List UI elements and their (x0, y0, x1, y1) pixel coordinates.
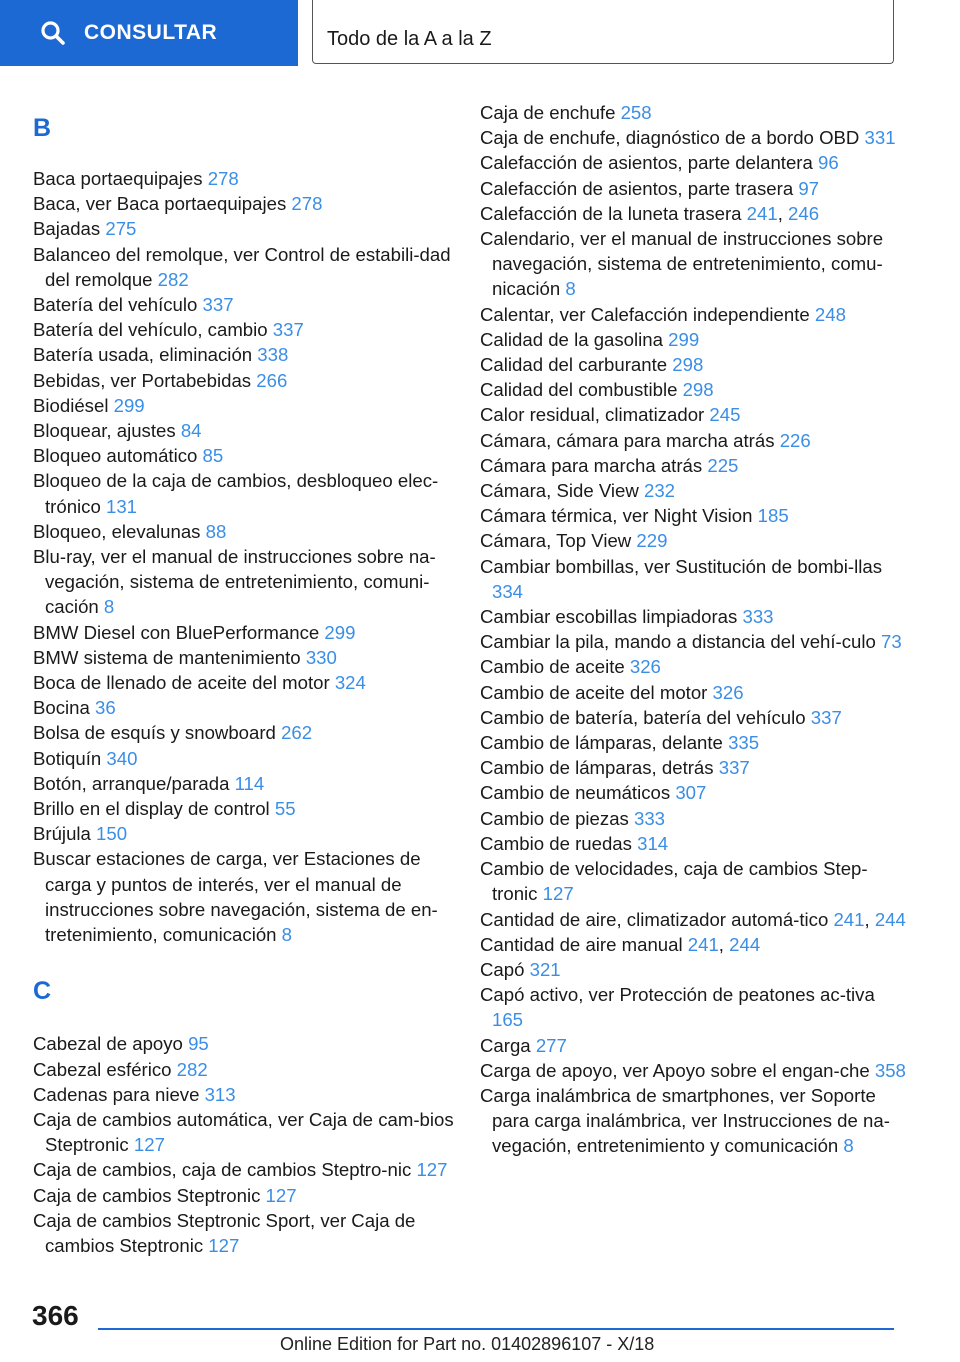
index-entry-text: Cambio de ruedas (480, 832, 638, 854)
page-reference-link[interactable]: 8 (281, 924, 293, 946)
page-reference-link[interactable]: 299 (113, 394, 145, 416)
index-entry (480, 478, 910, 503)
index-entry-text: Caja de enchufe, diagnóstico de a bordo OBD (480, 127, 865, 149)
page-reference-link[interactable]: 324 (334, 672, 366, 694)
page-reference-link[interactable]: 84 (180, 420, 202, 442)
index-entry-text: Baca, ver Baca portaequipajes (33, 193, 292, 215)
page-reference-link[interactable]: 282 (157, 268, 189, 290)
index-letter-heading: B (33, 114, 52, 142)
index-entry (33, 166, 463, 191)
index-entry (33, 418, 463, 443)
index-entry (33, 771, 463, 796)
index-letter-heading: C (33, 977, 52, 1006)
index-entry (480, 856, 910, 906)
page-reference-link[interactable]: 358 (874, 1059, 906, 1081)
page-reference-link[interactable]: 277 (535, 1034, 567, 1056)
index-entry (33, 1208, 463, 1258)
index-entry (480, 327, 910, 352)
index-entry-text: Bloquear, ajustes (33, 420, 181, 442)
index-entry (480, 705, 910, 730)
index-entry-text: Cambio de lámparas, delante (480, 732, 729, 754)
index-entry (480, 352, 910, 377)
index-entry (33, 519, 463, 544)
page-reference-link[interactable]: 314 (637, 832, 669, 854)
index-entry (33, 796, 463, 821)
page-number: 366 (32, 1300, 79, 1331)
index-entry (33, 292, 463, 317)
page-reference-link[interactable]: 299 (668, 328, 700, 350)
index-entry-text: Cambiar bombillas, ver Sustitución de bombi-llas (480, 555, 882, 577)
index-column-right (480, 100, 910, 1159)
index-entry (480, 377, 910, 402)
page-reference-link[interactable]: 88 (205, 520, 227, 542)
index-entry-text: Batería del vehículo (33, 294, 203, 316)
top-bar (0, 0, 960, 66)
index-entry-text: Calefacción de asientos, parte delantera (480, 152, 819, 174)
consult-button-label: CONSULTAR (84, 21, 218, 44)
index-entry-text: Carga inalámbrica de smartphones, ver Soporte para carga inalámbrica, ver Instrucciones de na-vegación, entretenimiento y comunicación (480, 1084, 890, 1157)
index-entry-text: Bolsa de esquís y snowboard (33, 722, 282, 744)
chapter-title: Todo de la A a la Z (327, 28, 492, 50)
index-entry-text: Bloqueo automático (33, 445, 203, 467)
page-reference-link[interactable]: 95 (188, 1033, 209, 1055)
page-reference-link[interactable]: 326 (629, 656, 661, 678)
index-entry-text: Blu-ray, ver el manual de instrucciones sobre na-vegación, sistema de entretenimiento, comuni-cación (33, 546, 436, 618)
index-entry (480, 730, 910, 755)
index-entry (33, 1031, 463, 1056)
page-reference-link[interactable]: 337 (272, 319, 304, 341)
index-entry (480, 150, 910, 175)
page-reference-link[interactable]: 298 (672, 354, 704, 376)
index-entry-text: Baca portaequipajes (33, 168, 208, 189)
page-reference-link[interactable]: 275 (105, 218, 137, 240)
page-reference-link[interactable]: 321 (529, 958, 561, 980)
page-reference-link[interactable]: 333 (634, 807, 666, 829)
index-entry (33, 468, 463, 518)
page-reference-link[interactable]: 114 (234, 772, 265, 794)
index-entry (480, 1058, 910, 1083)
page-reference-link[interactable]: 307 (675, 782, 707, 804)
page-reference-link[interactable]: 334 (492, 580, 524, 602)
index-entry (480, 302, 910, 327)
index-entry (480, 1083, 910, 1159)
index-entry (480, 528, 910, 553)
index-entry (33, 1057, 463, 1082)
index-entry (33, 720, 463, 745)
page-reference-link[interactable]: 55 (274, 798, 296, 820)
consult-button[interactable] (0, 0, 298, 66)
page-reference-link[interactable]: 96 (818, 152, 839, 174)
page-reference-link[interactable]: 229 (636, 530, 668, 552)
index-entry-text: Cabezal de apoyo (33, 1033, 189, 1055)
index-entry (33, 821, 463, 846)
page-reference-link[interactable]: 298 (682, 379, 714, 401)
index-entry-text: Caja de cambios, caja de cambios Steptro-nic (33, 1159, 417, 1181)
index-entry-text: Cantidad de aire manual (480, 933, 688, 955)
index-entry-text: Bocina (33, 697, 96, 719)
index-entry (33, 1107, 463, 1157)
index-entry (33, 443, 463, 468)
page-reference-link[interactable]: 266 (256, 369, 288, 391)
index-entry-text: Buscar estaciones de carga, ver Estaciones de carga y puntos de interés, ver el manual de instrucciones sobre navegación, sistema de en-tretenimiento, comunicación (33, 848, 438, 946)
page-reference-link[interactable]: 337 (718, 757, 750, 779)
index-entry (33, 620, 463, 645)
index-entry-text: Cambiar escobillas limpiadoras (480, 606, 743, 628)
page-reference-link[interactable]: 8 (103, 596, 115, 618)
page-reference-link[interactable]: 127 (133, 1134, 165, 1156)
index-entry-text: Botiquín (33, 747, 107, 769)
index-entry-text: Cambio de piezas (480, 807, 634, 829)
index-entry (480, 453, 910, 478)
page-reference-link[interactable]: 278 (207, 168, 239, 189)
index-entry (480, 554, 910, 604)
index-entry (33, 695, 463, 720)
page-reference-link[interactable]: 282 (176, 1058, 208, 1080)
page-reference-link[interactable]: 127 (542, 883, 574, 905)
page-reference-link[interactable]: 127 (265, 1184, 297, 1206)
index-entry (33, 368, 463, 393)
index-entry-text: Botón, arranque/parada (33, 772, 235, 794)
page-reference-link[interactable]: 97 (798, 177, 820, 199)
page-reference-link[interactable]: 338 (257, 344, 289, 366)
index-entry (33, 216, 463, 241)
index-entry (33, 242, 463, 292)
index-entry (33, 317, 463, 342)
index-entry-text: Caja de cambios automática, ver Caja de cam-bios Steptronic (33, 1108, 454, 1156)
index-entry (480, 831, 910, 856)
index-entry (480, 780, 910, 805)
page-reference-link[interactable]: 337 (202, 294, 234, 316)
index-entry-text: Calefacción de asientos, parte trasera (480, 177, 799, 199)
page-reference-link[interactable]: 258 (620, 102, 652, 123)
page-reference-link[interactable]: 241 (687, 933, 719, 955)
page-reference-link[interactable]: 232 (643, 480, 676, 502)
page-reference-link[interactable]: 85 (202, 445, 224, 467)
page-reference-link[interactable]: 331 (864, 127, 896, 149)
index-entry (480, 1033, 910, 1058)
page-reference-link[interactable]: 244 (729, 933, 761, 955)
index-entry-text: Caja de cambios Steptronic Sport, ver Caja de cambios Steptronic (33, 1209, 416, 1256)
page-reference-link[interactable]: 333 (742, 606, 774, 628)
index-entry-text: Balanceo del remolque, ver Control de estabili-dad del remolque (33, 243, 451, 290)
index-entry (480, 680, 910, 705)
index-entry-text: Brújula (33, 823, 97, 845)
index-column-left (33, 100, 463, 1258)
index-entry-text: Capó (480, 958, 530, 980)
index-entry (33, 191, 463, 216)
page-reference-link[interactable]: 127 (416, 1159, 448, 1181)
page-reference-link[interactable]: 246 (788, 202, 820, 224)
index-entry: Cantidad de aire, climatizador automá-tico 241, 244 (480, 908, 906, 930)
index-entry-text: Cambio de neumáticos (480, 782, 676, 804)
page-reference-link[interactable]: 165 (492, 1009, 524, 1031)
page-reference-link[interactable]: 131 (105, 495, 138, 517)
index-entry: Calefacción de la luneta trasera 241, 246 (480, 202, 820, 224)
index-entry-text: Carga (480, 1034, 536, 1056)
page-reference-link[interactable]: 299 (324, 621, 356, 643)
index-entry (480, 604, 910, 629)
index-entry (480, 654, 910, 679)
index-entry (33, 1082, 463, 1107)
index-entry (33, 393, 463, 418)
index-entry-text: Batería del vehículo, cambio (33, 319, 273, 341)
index-entry-text: Calidad de la gasolina (480, 328, 669, 350)
page-reference-link[interactable]: 226 (779, 429, 811, 451)
index-entry (33, 1183, 463, 1208)
page-reference-link[interactable]: 337 (810, 706, 842, 728)
index-entry-text: Carga de apoyo, ver Apoyo sobre el engan-che (480, 1059, 875, 1081)
index-entry-text: Calendario, ver el manual de instrucciones sobre navegación, sistema de entretenimiento, comu-nicación (480, 228, 884, 300)
page-reference-link[interactable]: 73 (881, 631, 902, 653)
index-entry (33, 670, 463, 695)
index-entry (480, 982, 910, 1032)
index-entry (480, 629, 910, 654)
page-reference-link[interactable]: 245 (709, 404, 741, 426)
index-entry (33, 645, 463, 670)
index-entry-text: BMW sistema de mantenimiento (33, 646, 306, 668)
page-reference-link[interactable]: 8 (843, 1135, 854, 1157)
page-reference-link[interactable]: 330 (305, 646, 337, 668)
edition-text: Online Edition for Part no. 01402896107 - X/18 (280, 1334, 655, 1354)
page-reference-link[interactable]: 340 (106, 747, 138, 769)
page-reference-link[interactable]: 262 (281, 722, 313, 744)
index-entry-text: Bajadas (33, 218, 106, 240)
index-entry-text: Cambio de lámparas, detrás (480, 757, 719, 779)
page-reference-link[interactable]: 241 (746, 202, 778, 224)
page-reference-link[interactable]: 335 (728, 732, 760, 754)
index-entry-text: BMW Diesel con BluePerformance (33, 621, 325, 643)
index-entry-text: Calor residual, climatizador (480, 404, 710, 426)
index-entry-text: Cámara térmica, ver Night Vision (480, 505, 758, 527)
page-reference-link[interactable]: 244 (874, 908, 906, 930)
page-reference-link[interactable]: 313 (204, 1083, 236, 1105)
index-entry-text: Biodiésel (33, 394, 114, 416)
index-entry-text: Cámara, Top View (480, 530, 637, 552)
index-entry-text: Capó activo, ver Protección de peatones ac-tiva (480, 984, 875, 1006)
page-reference-link[interactable]: 326 (712, 681, 744, 703)
page-reference-link[interactable]: 127 (208, 1234, 240, 1256)
page-reference-link[interactable]: 36 (95, 697, 116, 719)
index-entry (33, 746, 463, 771)
index-entry-text: Cadenas para nieve (33, 1083, 205, 1105)
index-entry-text: Cámara, Side View (480, 480, 644, 502)
page-reference-link[interactable]: 278 (291, 193, 323, 215)
index-entry (33, 1157, 463, 1182)
index-entry (480, 100, 910, 125)
index-entry-text: Cantidad de aire, climatizador automá-tico (480, 908, 834, 930)
index-entry-text: Bloqueo, elevalunas (33, 520, 206, 542)
index-entry (480, 125, 910, 150)
index-entry (33, 342, 463, 367)
index-entry (480, 755, 910, 780)
index-entry (480, 402, 910, 427)
index-entry-text: Batería usada, eliminación (33, 344, 258, 366)
index-entry-text: Cambiar la pila, mando a distancia del vehí-culo (480, 631, 882, 653)
index-entry-text: Brillo en el display de control (33, 798, 275, 820)
index-entry-text: Calidad del carburante (480, 354, 673, 376)
index-entry-text: Cambio de velocidades, caja de cambios Step-tronic (480, 858, 868, 905)
index-entry-text: Calentar, ver Calefacción independiente (480, 303, 815, 325)
index-entry-text: Caja de cambios Steptronic (33, 1184, 266, 1206)
index-entry-text: Cambio de aceite (480, 656, 630, 678)
footer-divider (98, 1328, 894, 1330)
page-reference-link[interactable]: 225 (707, 454, 739, 476)
index-entry-text: Cambio de batería, batería del vehículo (480, 706, 811, 728)
index-entry-text: Cabezal esférico (33, 1058, 177, 1080)
page-reference-link[interactable]: 248 (814, 303, 846, 325)
page-reference-link[interactable]: 241 (833, 908, 865, 930)
index-entry (480, 503, 910, 528)
index-entry (480, 806, 910, 831)
index-entry-text: Bebidas, ver Portabebidas (33, 369, 257, 391)
page-reference-link[interactable]: 150 (96, 823, 128, 845)
page-reference-link[interactable]: 185 (757, 505, 789, 527)
search-icon (40, 20, 66, 46)
index-entry-text: Boca de llenado de aceite del motor (33, 672, 335, 694)
index-entry (480, 428, 910, 453)
index-entry (33, 846, 463, 947)
index-entry-text: Caja de enchufe (480, 102, 621, 123)
index-entry-text: Calefacción de la luneta trasera (480, 202, 747, 224)
index-entry-text: Bloqueo de la caja de cambios, desbloqueo elec-trónico (33, 470, 439, 517)
index-entry (480, 226, 910, 302)
index-entry: Cantidad de aire manual 241, 244 (480, 933, 761, 955)
index-entry-text: Calidad del combustible (480, 379, 683, 401)
index-entry (33, 544, 463, 620)
page-reference-link[interactable]: 8 (565, 278, 576, 300)
index-entry (480, 957, 910, 982)
index-entry (480, 176, 910, 201)
index-entry-text: Cámara, cámara para marcha atrás (480, 429, 780, 451)
index-entry-text: Cámara para marcha atrás (480, 454, 708, 476)
chapter-title-box (312, 0, 894, 64)
index-entry-text: Cambio de aceite del motor (480, 681, 713, 703)
